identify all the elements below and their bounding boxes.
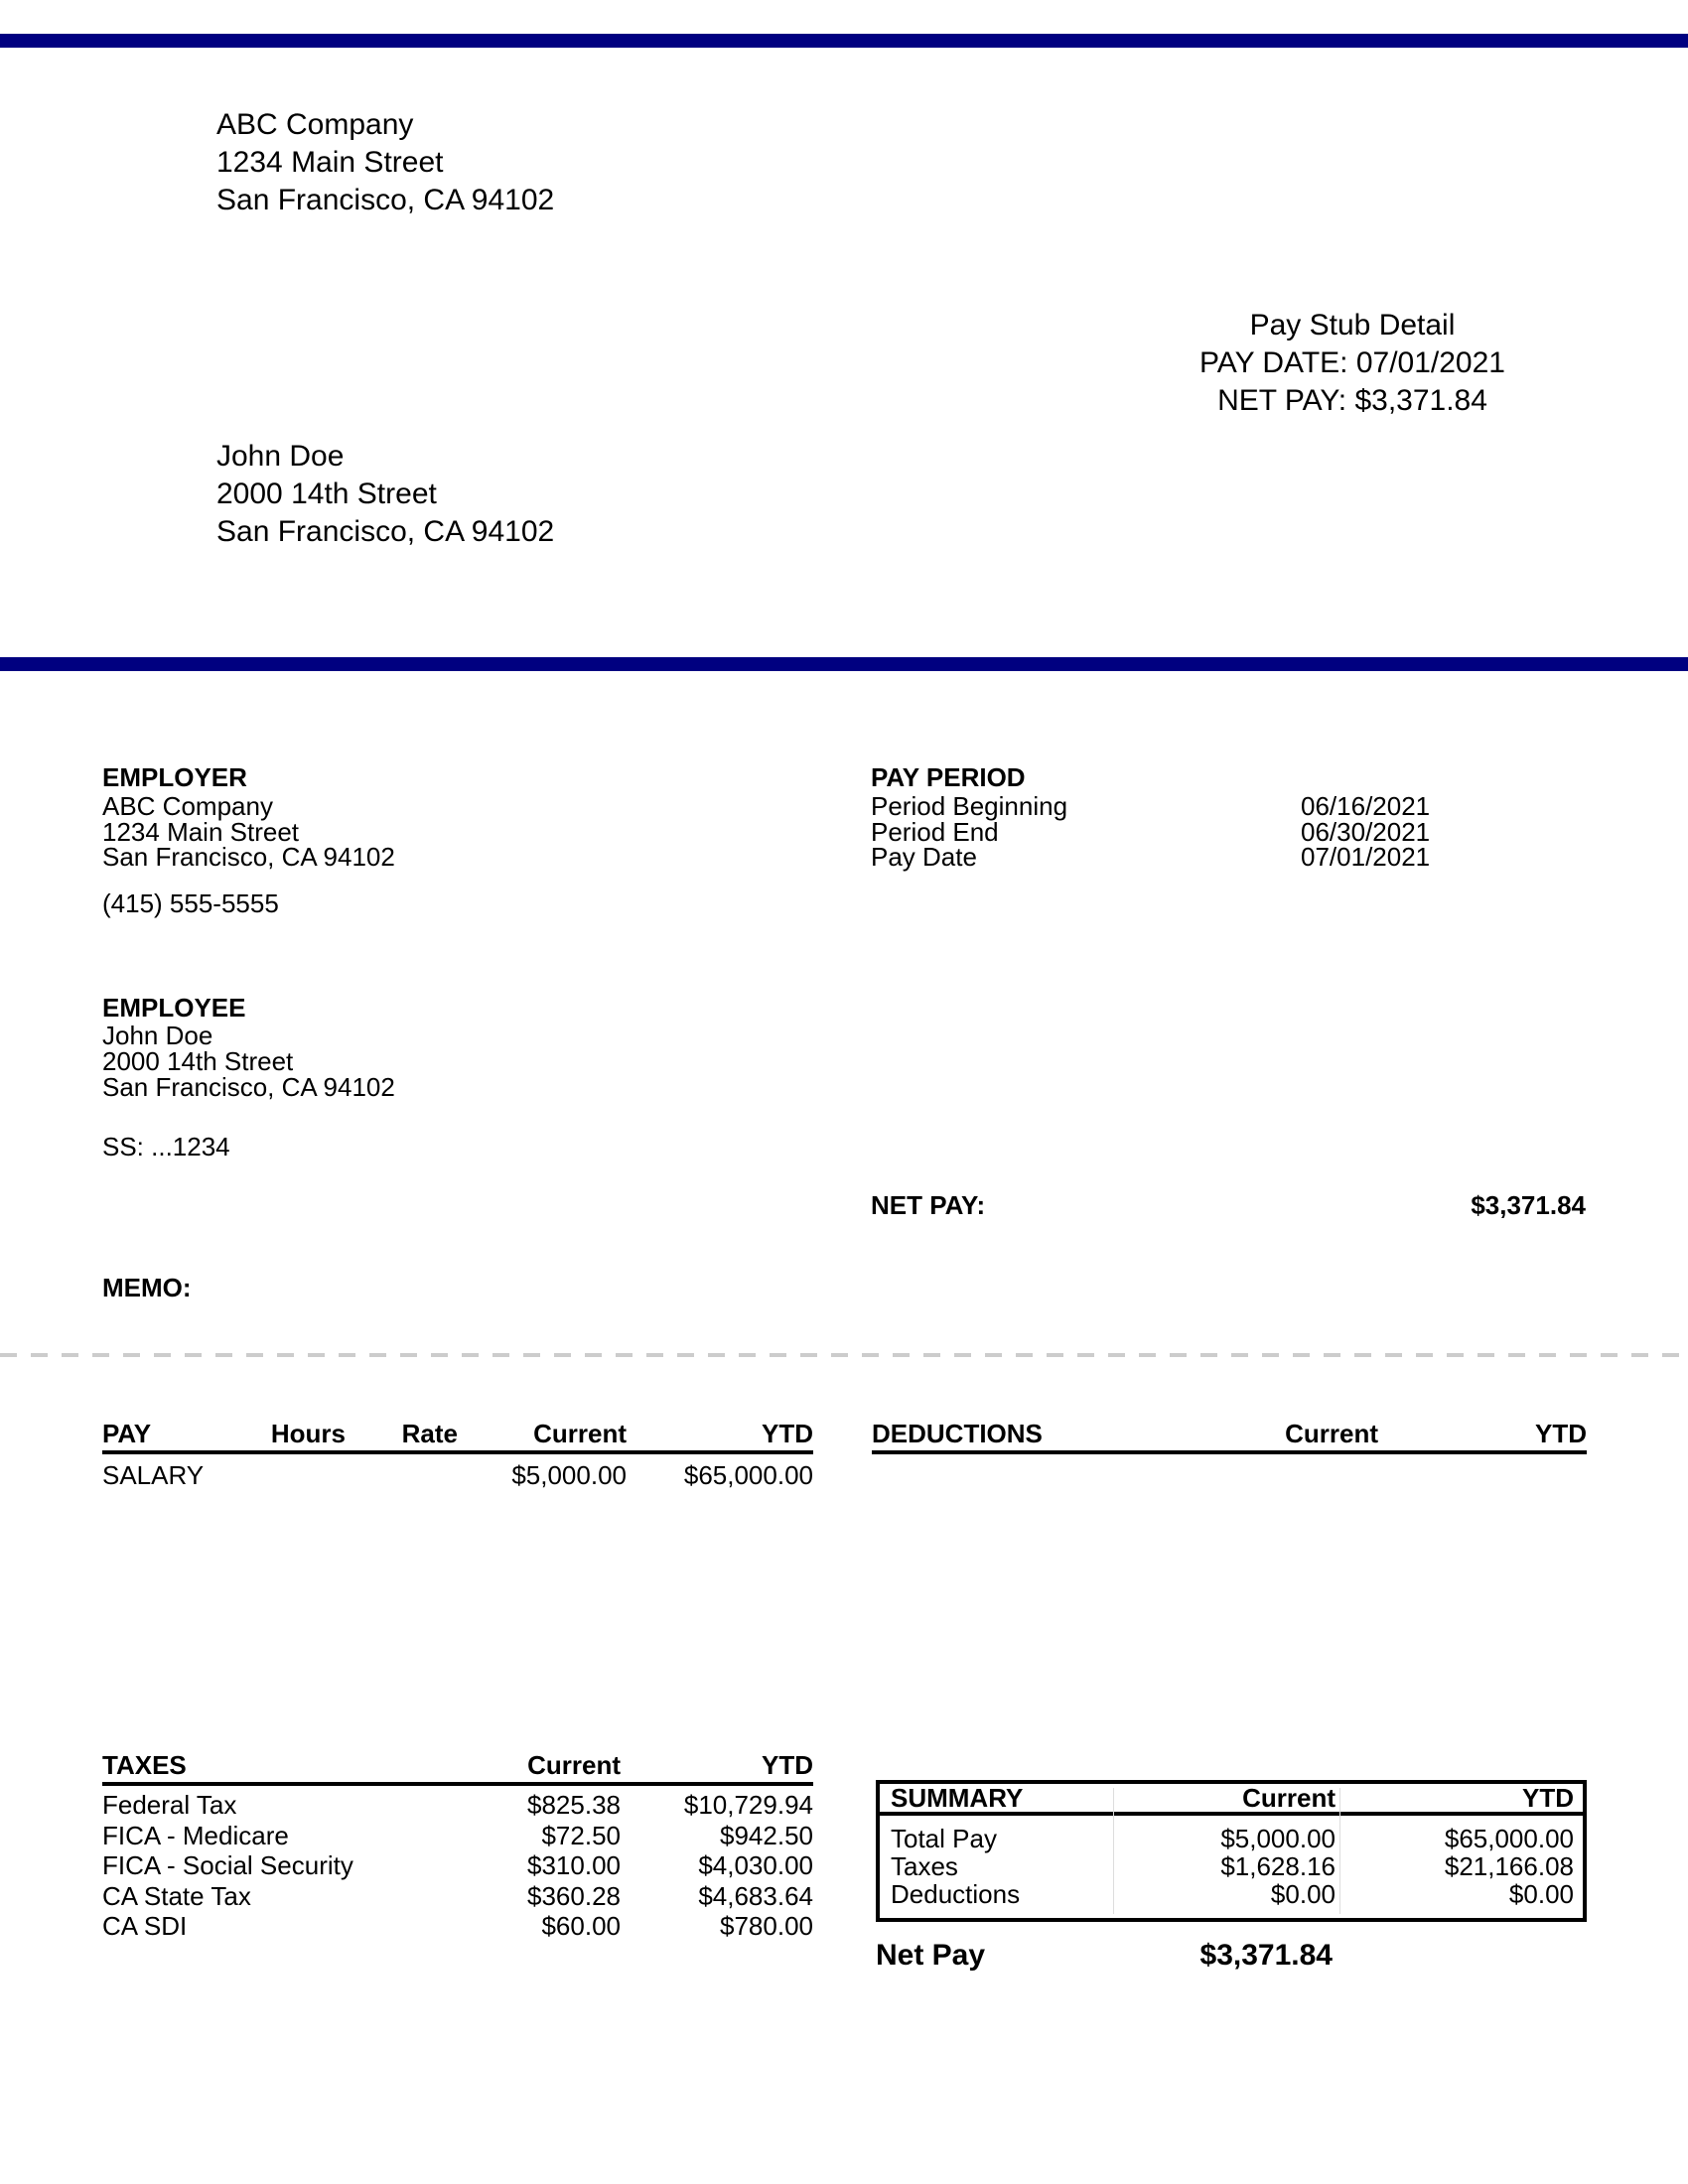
summary-col-ytd: YTD — [1522, 1783, 1574, 1813]
tax-ytd: $4,030.00 — [698, 1850, 813, 1881]
employer-city: San Francisco, CA 94102 — [102, 842, 395, 872]
tax-name: CA SDI — [102, 1911, 188, 1942]
pay-period-label: Period End — [871, 816, 999, 847]
taxes-table — [102, 1748, 813, 1942]
net-pay-value: $3,371.84 — [1471, 1190, 1586, 1220]
summary-title: SUMMARY — [891, 1783, 1024, 1813]
company-city: San Francisco, CA 94102 — [216, 184, 555, 216]
tax-current: $360.28 — [527, 1880, 621, 1911]
top-accent-bar — [0, 34, 1688, 48]
pay-table — [102, 1417, 813, 1491]
summary-row-current: $5,000.00 — [1220, 1824, 1336, 1853]
employee-city: San Francisco, CA 94102 — [216, 515, 555, 548]
taxes-table-row — [102, 1850, 813, 1881]
summary-row — [891, 1852, 1574, 1880]
summary-row-ytd: $0.00 — [1508, 1879, 1574, 1909]
tax-current: $72.50 — [541, 1820, 621, 1850]
pay-period-value: 06/16/2021 — [1301, 791, 1431, 821]
tax-name: FICA - Social Security — [102, 1850, 353, 1881]
pay-row-current: $5,000.00 — [511, 1460, 627, 1490]
pay-table-row — [102, 1459, 813, 1491]
memo-label: MEMO: — [102, 1273, 192, 1302]
summary-row-ytd: $65,000.00 — [1444, 1824, 1574, 1853]
pay-period-row — [871, 816, 1587, 847]
pay-period-rows — [871, 791, 1587, 872]
net-pay-total-row — [876, 1938, 1333, 1974]
employer-section-address — [102, 791, 395, 872]
pay-row-ytd: $65,000.00 — [683, 1460, 813, 1490]
tax-ytd: $4,683.64 — [698, 1880, 813, 1911]
pay-row-rate — [346, 1459, 458, 1491]
employee-section-address — [102, 1023, 395, 1100]
summary-row — [891, 1825, 1574, 1852]
taxes-col-current: Current — [527, 1750, 621, 1780]
summary-row-current: $0.00 — [1270, 1879, 1336, 1909]
company-address-block — [216, 106, 554, 219]
pay-table-header — [102, 1417, 813, 1454]
summary-column-divider — [1339, 1788, 1340, 1914]
pay-row-hours — [231, 1459, 346, 1491]
summary-row-ytd: $21,166.08 — [1444, 1851, 1574, 1881]
deductions-col-ytd: YTD — [1535, 1419, 1587, 1448]
stub-net-pay: NET PAY: $3,371.84 — [1217, 384, 1487, 417]
pay-period-label: Period Beginning — [871, 791, 1068, 821]
summary-header — [880, 1784, 1583, 1816]
deductions-table-header — [872, 1417, 1587, 1454]
middle-accent-bar — [0, 657, 1688, 671]
tax-name: Federal Tax — [102, 1790, 237, 1820]
tax-ytd: $780.00 — [720, 1911, 813, 1942]
net-pay-total-value: $3,371.84 — [1199, 1939, 1333, 1972]
summary-box — [876, 1780, 1587, 1922]
pay-period-value: 06/30/2021 — [1301, 816, 1431, 847]
stub-title: Pay Stub Detail — [1249, 309, 1456, 341]
dashed-separator — [0, 1353, 1688, 1357]
deductions-table-title: DEDUCTIONS — [872, 1419, 1043, 1448]
employee-info-city: San Francisco, CA 94102 — [102, 1072, 395, 1102]
pay-col-hours: Hours — [270, 1419, 346, 1448]
net-pay-row — [871, 1191, 1586, 1219]
employee-ssn: SS: ...1234 — [102, 1132, 230, 1161]
employee-info-street: 2000 14th Street — [102, 1046, 294, 1076]
tax-current: $310.00 — [527, 1850, 621, 1881]
tax-ytd: $10,729.94 — [683, 1790, 813, 1820]
pay-col-current: Current — [533, 1419, 627, 1448]
employer-phone: (415) 555-5555 — [102, 888, 279, 918]
pay-period-row — [871, 791, 1587, 821]
company-name: ABC Company — [216, 108, 414, 141]
net-pay-total-label: Net Pay — [876, 1939, 986, 1972]
company-street: 1234 Main Street — [216, 146, 444, 179]
pay-period-value: 07/01/2021 — [1301, 842, 1431, 872]
employee-name: John Doe — [216, 440, 345, 473]
taxes-table-header — [102, 1748, 813, 1786]
employer-name: ABC Company — [102, 791, 273, 821]
taxes-table-row — [102, 1881, 813, 1912]
pay-col-ytd: YTD — [762, 1419, 813, 1448]
summary-row-current: $1,628.16 — [1220, 1851, 1336, 1881]
tax-ytd: $942.50 — [720, 1820, 813, 1850]
summary-row-name: Taxes — [891, 1851, 958, 1881]
summary-row-name: Total Pay — [891, 1824, 997, 1853]
taxes-col-ytd: YTD — [762, 1750, 813, 1780]
pay-table-title: PAY — [102, 1419, 152, 1448]
summary-col-current: Current — [1242, 1783, 1336, 1813]
taxes-table-row — [102, 1911, 813, 1942]
taxes-table-title: TAXES — [102, 1750, 187, 1780]
employer-section-heading: EMPLOYER — [102, 762, 247, 792]
pay-col-rate: Rate — [401, 1419, 458, 1448]
summary-row-name: Deductions — [891, 1879, 1021, 1909]
employer-street: 1234 Main Street — [102, 816, 300, 847]
employee-street: 2000 14th Street — [216, 478, 437, 510]
stub-pay-date: PAY DATE: 07/01/2021 — [1199, 346, 1505, 379]
pay-table-body — [102, 1459, 813, 1491]
tax-name: FICA - Medicare — [102, 1820, 289, 1850]
employee-section-heading: EMPLOYEE — [102, 993, 246, 1023]
deductions-col-current: Current — [1285, 1419, 1378, 1448]
summary-body — [880, 1816, 1583, 1918]
tax-name: CA State Tax — [102, 1880, 251, 1911]
pay-period-section-heading: PAY PERIOD — [871, 762, 1026, 792]
tax-current: $60.00 — [541, 1911, 621, 1942]
pay-row-name: SALARY — [102, 1460, 205, 1490]
tax-current: $825.38 — [527, 1790, 621, 1820]
taxes-table-row — [102, 1790, 813, 1821]
deductions-table — [872, 1417, 1587, 1454]
net-pay-label: NET PAY: — [871, 1190, 986, 1220]
taxes-table-body — [102, 1790, 813, 1942]
employee-info-name: John Doe — [102, 1021, 213, 1050]
taxes-table-row — [102, 1821, 813, 1851]
pay-period-label: Pay Date — [871, 842, 977, 872]
employee-address-block — [216, 438, 554, 551]
pay-period-row — [871, 842, 1587, 872]
stub-header-block — [1005, 307, 1688, 420]
summary-row — [891, 1880, 1574, 1908]
summary-column-divider — [1113, 1788, 1114, 1914]
